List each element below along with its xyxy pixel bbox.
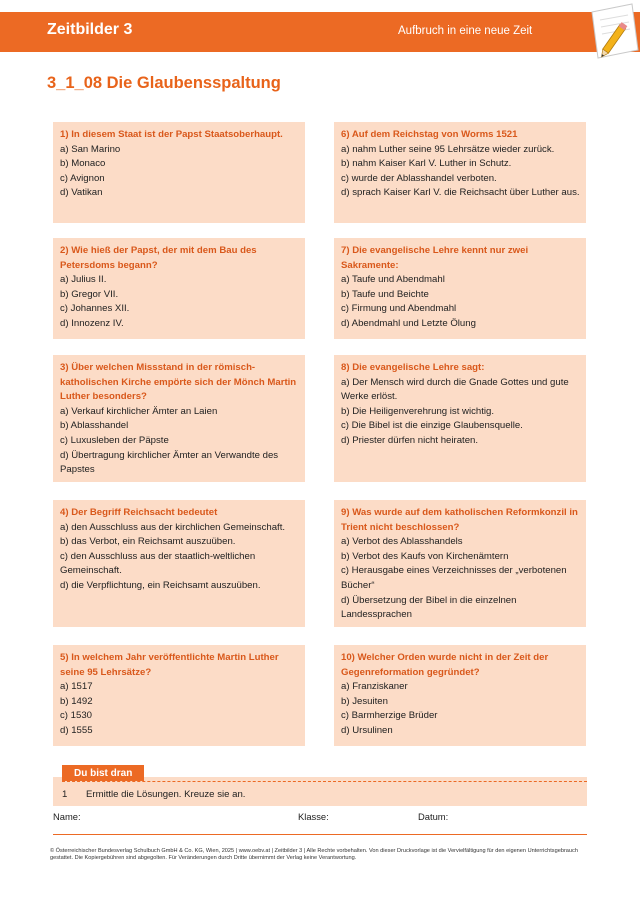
question-card-6: [334, 122, 586, 223]
answer-option: a) nahm Luther seine 95 Lehrsätze wieder zurück.: [341, 143, 555, 155]
question-card-4: [53, 500, 305, 627]
answer-option: d) Vatikan: [60, 187, 103, 199]
answer-option: a) 1517: [60, 681, 93, 693]
answer-option: d) die Verpflichtung, ein Reichsamt auszuüben.: [60, 579, 261, 591]
answer-option: a) Taufe und Abendmahl: [341, 274, 445, 286]
answer-option: c) Barmherzige Brüder: [341, 710, 438, 722]
question-card-9: [334, 500, 586, 627]
question-text: 2) Wie hieß der Papst, der mit dem Bau des Petersdoms begann?: [60, 245, 257, 271]
task-divider: [62, 781, 587, 782]
answer-option: a) San Marino: [60, 143, 121, 155]
task-number: 1: [62, 789, 68, 800]
header-subtitle: Aufbruch in eine neue Zeit: [398, 25, 533, 37]
question-card-10: [334, 645, 586, 746]
answer-option: c) Johannes XII.: [60, 303, 130, 315]
question-text: 8) Die evangelische Lehre sagt:: [341, 362, 485, 373]
answer-option: d) sprach Kaiser Karl V. die Reichsacht über Luther aus.: [341, 187, 580, 199]
brand-title: Zeitbilder 3: [47, 21, 133, 38]
answer-option: d) Ursulinen: [341, 724, 393, 736]
answer-option: b) nahm Kaiser Karl V. Luther in Schutz.: [341, 158, 512, 170]
task-tab: Du bist dran: [62, 765, 144, 781]
answer-option: c) den Ausschluss aus der staatlich-weltlichen Gemeinschaft.: [60, 550, 256, 577]
answer-option: a) Der Mensch wird durch die Gnade Gottes und gute Werke erlöst.: [341, 376, 569, 403]
answer-option: c) Luxusleben der Päpste: [60, 434, 169, 446]
question-card-7: [334, 238, 586, 339]
copyright-footer: © Österreichischer Bundesverlag Schulbuch GmbH & Co. KG, Wien, 2025 | www.oebv.at | Zeitbilder 3 | Alle Rechte vorbehalten. Von dieser Druckvorlage ist die Vervielfältigung für den eigenen Unterrichtsgebrauch gestattet. Die Kopiergebühren sind abgegolten. Für Veränderungen durch Dritte übernimmt der Verlag keine Verantwortung.: [50, 848, 578, 862]
task-instruction: Ermittle die Lösungen. Kreuze sie an.: [86, 789, 246, 800]
answer-option: b) Gregor VII.: [60, 288, 119, 300]
answer-option: c) Firmung und Abendmahl: [341, 303, 457, 315]
answer-option: a) Julius II.: [60, 274, 107, 286]
answer-option: b) Die Heiligenverehrung ist wichtig.: [341, 405, 495, 417]
answer-option: d) Abendmahl und Letzte Ölung: [341, 317, 476, 329]
question-card-3: [53, 355, 305, 482]
answer-option: b) Jesuiten: [341, 695, 388, 707]
question-text: 5) In welchem Jahr veröffentlichte Martin Luther seine 95 Lehrsätze?: [60, 652, 279, 678]
answer-option: a) Verbot des Ablasshandels: [341, 536, 463, 548]
answer-option: d) Übersetzung der Bibel in die einzelnen Landessprachen: [341, 594, 517, 621]
answer-option: a) Verkauf kirchlicher Ämter an Laien: [60, 405, 218, 417]
answer-option: b) Ablasshandel: [60, 420, 129, 432]
answer-option: c) 1530: [60, 710, 92, 722]
question-card-1: [53, 122, 305, 223]
datum-label: Datum:: [418, 811, 449, 822]
answer-option: b) Verbot des Kaufs von Kirchenämtern: [341, 550, 509, 562]
question-text: 9) Was wurde auf dem katholischen Reformkonzil in Trient nicht beschlossen?: [341, 507, 578, 533]
pencil-paper-icon: [570, 0, 640, 70]
answer-option: b) 1492: [60, 695, 93, 707]
answer-option: a) Franziskaner: [341, 681, 408, 693]
question-text: 3) Über welchen Missstand in der römisch-katholischen Kirche empörte sich der Mönch Martin Luther besonders?: [60, 362, 297, 403]
answer-option: b) das Verbot, ein Reichsamt auszuüben.: [60, 536, 236, 548]
question-text: 10) Welcher Orden wurde nicht in der Zeit der Gegenreformation gegründet?: [341, 652, 549, 678]
question-card-2: [53, 238, 305, 339]
answer-option: c) Herausgabe eines Verzeichnisses der „verbotenen Bücher“: [341, 565, 567, 591]
answer-option: d) 1555: [60, 724, 93, 736]
answer-option: a) den Ausschluss aus der kirchlichen Gemeinschaft.: [60, 521, 286, 533]
question-text: 1) In diesem Staat ist der Papst Staatsoberhaupt.: [60, 129, 283, 140]
question-text: 7) Die evangelische Lehre kennt nur zwei Sakramente:: [341, 245, 529, 271]
question-card-5: [53, 645, 305, 746]
answer-option: d) Übertragung kirchlicher Ämter an Verwandte des Papstes: [60, 449, 279, 476]
answer-option: c) Avignon: [60, 172, 105, 184]
answer-option: b) Monaco: [60, 158, 106, 170]
answer-option: c) Die Bibel ist die einzige Glaubensquelle.: [341, 420, 523, 432]
page-title: 3_1_08 Die Glaubensspaltung: [47, 74, 281, 92]
name-label: Name:: [53, 811, 81, 822]
klasse-label: Klasse:: [298, 811, 329, 822]
answer-option: b) Taufe und Beichte: [341, 288, 429, 300]
answer-option: c) wurde der Ablasshandel verboten.: [341, 172, 497, 184]
task-section: [53, 762, 587, 806]
answer-option: d) Priester dürfen nicht heiraten.: [341, 434, 479, 446]
footer-divider: [53, 834, 587, 835]
question-text: 4) Der Begriff Reichsacht bedeutet: [60, 507, 218, 518]
question-card-8: [334, 355, 586, 482]
answer-option: d) Innozenz IV.: [60, 317, 124, 329]
question-text: 6) Auf dem Reichstag von Worms 1521: [341, 129, 518, 140]
header-bar: [0, 12, 640, 52]
